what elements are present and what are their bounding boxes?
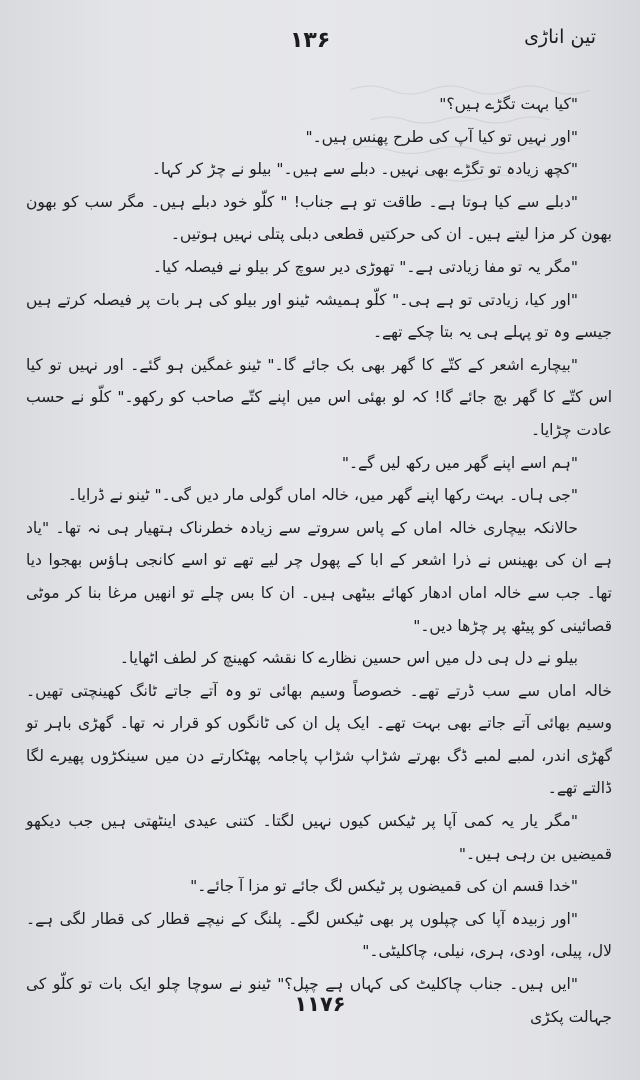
paragraph: "مگر یار یہ کمی آپا پر ٹیکس کیوں نہیں لگتا۔ کتنی عیدی اینٹھتی ہیں جب دیکھو قمیضیں بن رہی ہیں۔" [26, 812, 612, 863]
paragraph: "ہم اسے اپنے گھر میں رکھ لیں گے۔" [341, 453, 578, 472]
paragraph: بیلو نے دل ہی دل میں اس حسین نظارے کا نقشہ کھینچ کر لطف اٹھایا۔ [119, 649, 578, 668]
paragraph: "مگر یہ تو مفا زیادتی ہے۔" تھوڑی دیر سوچ کر بیلو نے فیصلہ کیا۔ [152, 257, 578, 276]
paragraph: خالہ اماں سے سب ڈرتے تھے۔ خصوصاً وسیم بھائی تو وہ آتے جاتے ٹانگ کھینچتی تھیں۔ وسیم بھائی آتے جاتے بھی بہت تھے۔ ایک پل ان کی ٹانگوں کو قرار نہ تھا۔ گھڑی باہر تو گھڑی اندر، لمبے لمبے ڈگ بھرتے شڑاپ شڑاپ پاجامہ پھٹکارتے دن میں سینکڑوں پھیرے لگا ڈالتے تھے۔ [26, 681, 612, 798]
paragraph: "بیچارے اشعر کے کتّے کا گھر بھی بک جائے گا۔" ٹینو غمگین ہو گئے۔ اور نہیں تو کیا اس کتّے کا گھر بچ جائے گا! کہ لو بھئی اس میں اپنے کتّے صاحب کو رکھو۔" کلّو نے حسب عادت چڑایا۔ [26, 355, 612, 439]
paragraph: "اور زبیدہ آپا کی چپلوں پر بھی ٹیکس لگے۔ پلنگ کے نیچے قطار کی قطار لگی ہے۔ لال، پیلی، اودی، ہری، نیلی، چاکلیٹی۔" [26, 909, 612, 961]
paragraph: "جی ہاں۔ بہت رکھا اپنے گھر میں، خالہ اماں گولی مار دیں گی۔" ٹینو نے ڈرایا۔ [67, 486, 578, 505]
running-title: تین اناڑی [524, 26, 596, 48]
paragraph: "خدا قسم ان کی قمیضوں پر ٹیکس لگ جائے تو مزا آ جائے۔" [190, 877, 578, 896]
paragraph: حالانکہ بیچاری خالہ اماں کے پاس سروتے سے زیادہ خطرناک ہتھیار ہی نہ تھا۔ "یاد ہے ان کی بھینس نے ذرا اشعر کے ابا کے پھول چر لیے تھے تو اسے کانجی ہاؤس بھجوا دیا تھا۔ جب سے خالہ اماں ادھار کھائے بیٹھی ہیں۔ ان کا بس چلے تو انھیں مرغا بنا کر موٹی قصائینی کو پیٹھ پر چڑھا دیں۔" [26, 518, 612, 635]
paragraph: "کیا بہت تگڑے ہیں؟" [439, 95, 578, 113]
sheet-number: ۱۱۷۶ [294, 992, 346, 1016]
page-number: ۱۳۶ [290, 28, 331, 53]
paragraph: "کچھ زیادہ تو تگڑے بھی نہیں۔ دبلے سے ہیں۔" بیلو نے چڑ کر کہا۔ [151, 160, 578, 179]
paragraph: "دبلے سے کیا ہوتا ہے۔ طاقت تو ہے جناب! " کلّو خود دبلے ہیں۔ مگر سب کو بھون بھون کر مزا لیتے ہیں۔ ان کی حرکتیں قطعی دبلی پتلی نہیں ہوتیں۔ [26, 192, 612, 244]
page-header [40, 22, 604, 62]
paragraph: "اور نہیں تو کیا آپ کی طرح پھنس ہیں۔" [305, 127, 578, 146]
body-text [26, 88, 612, 1033]
paragraph: "ایں ہیں۔ جناب چاکلیٹ کی کہاں ہے چپل؟" ٹینو نے سوچا چلو ایک بات تو کلّو کی جہالت پکڑی [26, 975, 612, 1026]
paragraph: "اور کیا، زیادتی تو ہے ہی۔" کلّو ہمیشہ ٹینو اور بیلو کی ہر بات پر فیصلہ کرتے ہیں جیسے وہ تو پہلے ہی یہ بتا چکے تھے۔ [26, 290, 612, 342]
